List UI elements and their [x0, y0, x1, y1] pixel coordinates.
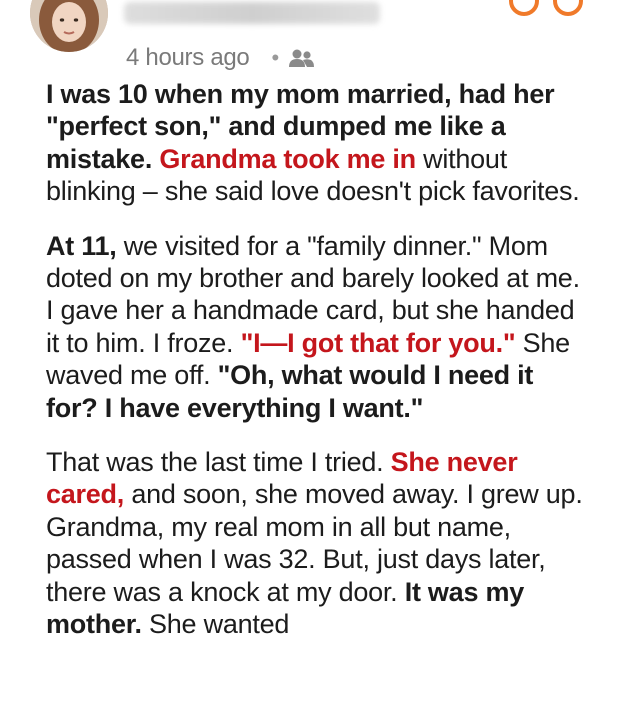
- reaction-icons: [509, 0, 583, 16]
- story-paragraph: [46, 230, 586, 424]
- post-timestamp[interactable]: 4 hours ago: [126, 44, 250, 71]
- story-text: At 11,: [46, 230, 117, 261]
- highlighted-text: "I—I got that for you.": [240, 327, 516, 358]
- story-text: "Oh, what would I need it for? I have everything I want.": [46, 360, 534, 423]
- meta-separator: •: [271, 45, 279, 70]
- story-paragraph: [46, 446, 586, 640]
- post-body: [46, 78, 586, 663]
- story-text: That was the last time I tried.: [46, 447, 391, 478]
- story-text: She wanted: [141, 609, 290, 640]
- highlighted-text: She never cared,: [46, 447, 518, 510]
- story-text: we visited for a "family dinner." Mom doted on my brother and barely looked at me. I gave her a handmade card, but she handed it to him. I froze.: [46, 230, 580, 358]
- username-blurred[interactable]: [124, 2, 380, 24]
- story-text: She waved me off.: [46, 327, 570, 391]
- friends-icon: [287, 47, 315, 69]
- story-text: I was 10 when my mom married, had her "perfect son," and dumped me like a mistake.: [46, 79, 555, 174]
- reaction-icon[interactable]: [553, 0, 583, 16]
- post-meta: [126, 44, 315, 72]
- story-text: without blinking – she said love doesn't pick favorites.: [46, 143, 580, 207]
- highlighted-text: Grandma took me in: [159, 143, 416, 174]
- story-text: It was my mother.: [46, 576, 524, 640]
- reaction-icon[interactable]: [509, 0, 539, 16]
- story-text: and soon, she moved away. I grew up. Grandma, my real mom in all but name, passed when I was 32. But, just days later, there was a knock at my door.: [46, 479, 583, 607]
- avatar[interactable]: [30, 0, 108, 52]
- story-paragraph: [46, 78, 586, 208]
